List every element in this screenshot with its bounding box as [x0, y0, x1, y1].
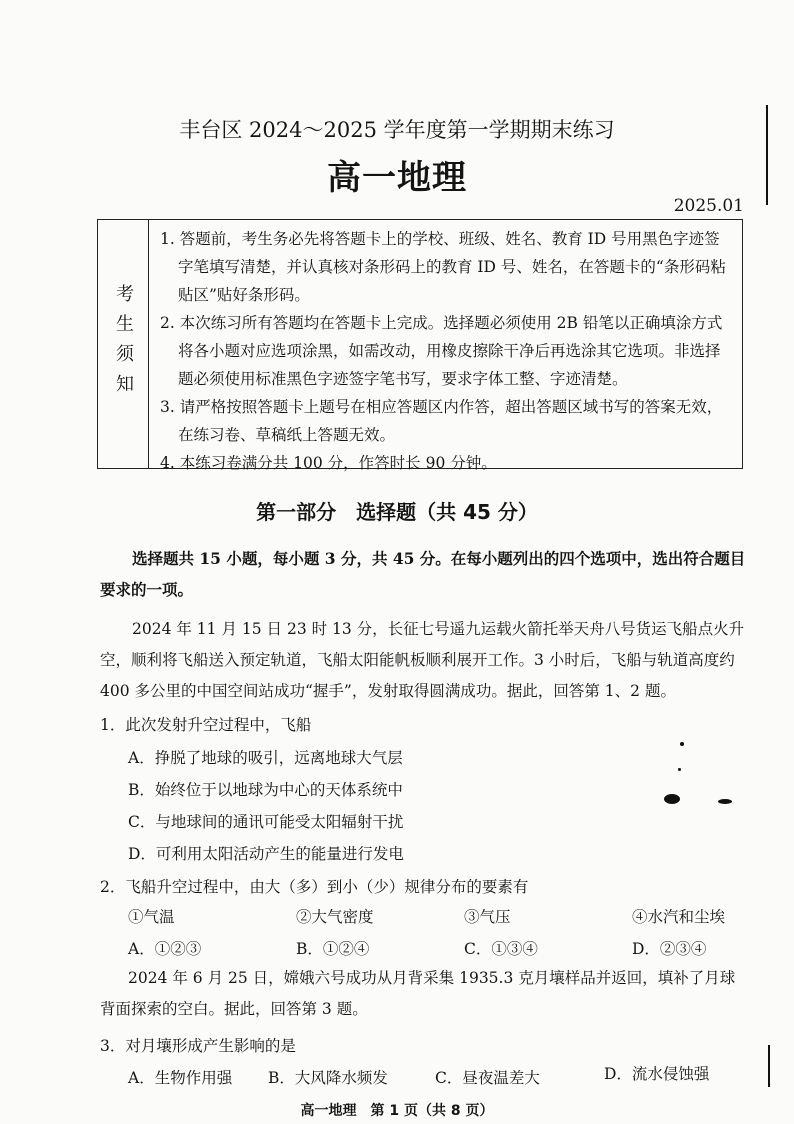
- q2-options: [128, 937, 794, 959]
- scan-edge-line-bottom: [768, 1045, 770, 1087]
- q2-option-c: C．①③④: [464, 940, 538, 958]
- q2-option-a: A．①②③: [128, 940, 202, 958]
- passage-2: 2024 年 6 月 25 日，嫦娥六号成功从月背采集 1935.3 克月壤样品并返回，填补了月球背面探索的空白。据此，回答第 3 题。: [100, 969, 736, 1018]
- ink-dot: [680, 742, 684, 746]
- scan-edge-line-top: [766, 105, 768, 205]
- q1-option-b: B．始终位于以地球为中心的天体系统中: [128, 781, 403, 799]
- question-3-stem: 3．对月壤形成产生影响的是: [100, 1037, 296, 1055]
- ink-blot: [664, 794, 680, 804]
- passage-1: 2024 年 11 月 15 日 23 时 13 分，长征七号遥九运载火箭托举天舟八号货运飞船点火升空，顺利将飞船送入预定轨道，飞船太阳能帆板顺利展开工作。3 小时后，飞船与轨道高度约 400 多公里的中国空间站成功“握手”，发射取得圆满成功。据此，回答第 1、2 题。: [100, 620, 745, 700]
- candidate-notice-box: [97, 219, 743, 472]
- q2-option-d: D．②③④: [632, 940, 707, 958]
- exam-header-title: 丰台区 2024～2025 学年度第一学期期末练习: [179, 118, 615, 142]
- subject-title: 高一地理: [327, 158, 467, 198]
- notice-label: 考生须知: [113, 284, 134, 404]
- q1-option-c: C．与地球间的通讯可能受太阳辐射干扰: [128, 813, 404, 831]
- question-1-stem: 1．此次发射升空过程中，飞船: [100, 716, 312, 734]
- notice-item: 4. 本练习卷满分共 100 分，作答时长 90 分钟。: [160, 454, 497, 472]
- q2-element: ③气压: [464, 908, 511, 926]
- q3-option-d: D．流水侵蚀强: [604, 1065, 710, 1083]
- q3-option-c: C．昼夜温差大: [435, 1069, 540, 1087]
- q2-element: ④水汽和尘埃: [632, 908, 726, 926]
- question-2-stem: 2．飞船升空过程中，由大（多）到小（少）规律分布的要素有: [100, 878, 529, 896]
- page-footer: 高一地理 第 1 页（共 8 页）: [300, 1103, 494, 1119]
- notice-item: 1. 答题前，考生务必先将答题卡上的学校、班级、姓名、教育 ID 号用黑色字迹签字笔填写清楚，并认真核对条形码上的教育 ID 号、姓名，在答题卡的“条形码粘贴区”贴好条形码。: [160, 230, 726, 304]
- exam-date: 2025.01: [673, 196, 744, 216]
- q2-element: ②大气密度: [296, 908, 374, 926]
- q2-option-b: B．①②④: [296, 940, 370, 958]
- notice-label-cell: [98, 220, 149, 468]
- q1-option-a: A．挣脱了地球的吸引，远离地球大气层: [128, 749, 403, 767]
- ink-blot: [718, 799, 732, 804]
- notice-items: [160, 225, 732, 477]
- q1-option-d: D．可利用太阳活动产生的能量进行发电: [128, 845, 404, 863]
- q2-elements: [128, 905, 794, 927]
- notice-item: 3. 请严格按照答题卡上题号在相应答题区内作答，超出答题区域书写的答案无效，在练习卷、草稿纸上答题无效。: [160, 398, 723, 444]
- q2-element: ①气温: [128, 908, 175, 926]
- q3-option-b: B．大风降水频发: [268, 1069, 388, 1087]
- ink-dot: [678, 768, 681, 771]
- part1-instructions: 选择题共 15 小题，每小题 3 分，共 45 分。在每小题列出的四个选项中，选出符合题目要求的一项。: [100, 549, 746, 599]
- q3-option-a: A．生物作用强: [128, 1069, 233, 1087]
- part1-title: 第一部分 选择题（共 45 分）: [256, 500, 538, 524]
- notice-item: 2. 本次练习所有答题均在答题卡上完成。选择题必须使用 2B 铅笔以正确填涂方式将各小题对应选项涂黑，如需改动，用橡皮擦除干净后再选涂其它选项。非选择题必须使用标准黑色字迹签字笔书写，要求字体工整、字迹清楚。: [160, 314, 723, 388]
